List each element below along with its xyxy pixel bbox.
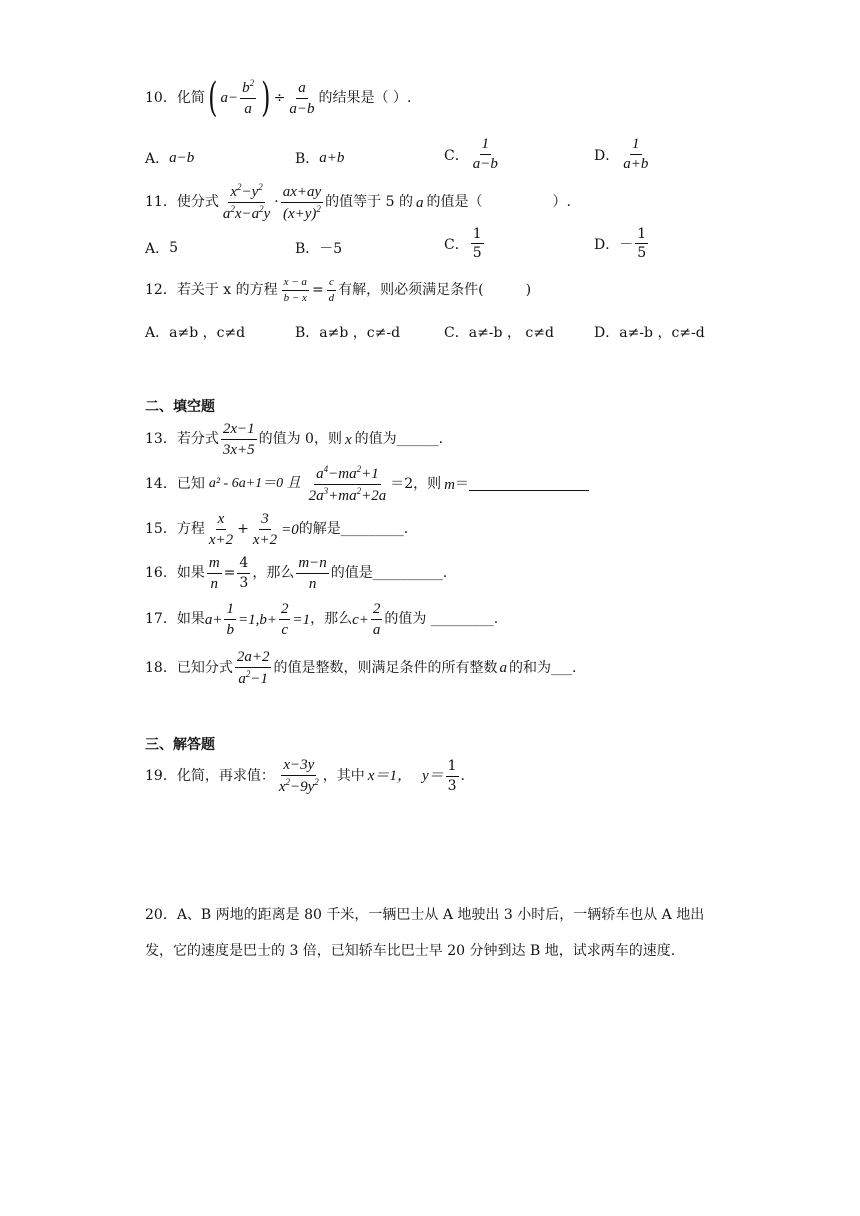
option-b: B． a≠b ，c≠-d: [295, 325, 401, 341]
section-heading: 二、填空题: [145, 399, 215, 415]
option-a: A． a−b: [145, 149, 195, 167]
question-text: 化简: [176, 89, 205, 106]
option-c: C． a≠-b ， c≠d: [444, 325, 554, 341]
question-18: 18． 已知分式 $\frac{2a+2}{a^2-1}$ 的值是整数，则满足条件的所有整数 a 的和为___.: [145, 649, 577, 687]
section-heading: 三、解答题: [145, 737, 215, 753]
question-number: 10．: [145, 89, 177, 106]
option-a: A． 5: [145, 240, 179, 257]
option-b: B． a+b: [295, 149, 345, 167]
question-16: 16． 如果 $\frac{m}{n}$ = $\frac{4}{3}$ ，那么 $\frac{m-n}{n}$ 的值是__________.: [145, 555, 448, 592]
question-14: 14． 已知 a² - 6a+1＝0 且 $\frac{a^4-ma^2+1}{2a^3+ma^2+2a}$ ＝2，则 m ＝: [145, 464, 589, 505]
question-10: [145, 75, 412, 121]
question-20-line-2: 发，它的速度是巴士的 3 倍，已知轿车比巴士早 20 分钟到达 B 地，试求两车的速度.: [145, 943, 676, 959]
option-c: C． $\frac{1}{a-b}$: [444, 136, 498, 172]
question-20-line-1: 20．A、B 两地的距离是 80 千米，一辆巴士从 A 地驶出 3 小时后，一辆轿车也从 A 地出: [145, 907, 705, 923]
option-b: B． －5: [295, 241, 343, 257]
question-19: 19． 化简，再求值： $\frac{x-3y}{x^2-9y^2}$ ，其中 x＝1， y＝ $\frac{1}{3}$ .: [145, 757, 465, 795]
option-d: D． $\frac{1}{a+b}$: [594, 136, 649, 172]
option-d: D． － $\frac{1}{5}$: [594, 226, 647, 261]
question-13: 13． 若分式 $\frac{2x-1}{3x+5}$ 的值为 0，则 x 的值为______.: [145, 421, 444, 458]
option-a: A． a≠b ，c≠d: [145, 325, 246, 341]
question-text: 的结果是（ ）.: [318, 89, 412, 106]
question-11: 11． 使分式 $\frac{x^2-y^2}{a^2x-a^2y}$ · $\frac{ax+ay}{(x+y)^2}$ 的值等于 5 的 a 的值是（ ）.: [145, 182, 571, 222]
expression: ( a− $\frac{b^2}{a}$ ) ÷ $\frac{a}{a-b}$: [207, 75, 315, 121]
question-12: 12． 若关于 x 的方程 $\frac{x - a}{b - x}$ = $\frac{c}{d}$ 有解，则必须满足条件( ): [145, 276, 532, 305]
question-17: 17． 如果 a+ $\frac{1}{b}$ =1,b+ $\frac{2}{c}$ =1 ，那么 c+ $\frac{2}{a}$ 的值为 _________.: [145, 601, 499, 638]
question-15: 15． 方程 $\frac{x}{x+2}$ + $\frac{3}{x+2}$ =0 的解是_________.: [145, 511, 409, 548]
option-d: D． a≠-b ，c≠-d: [594, 325, 705, 341]
option-c: C． $\frac{1}{5}$: [444, 226, 482, 261]
answer-blank[interactable]: [469, 478, 589, 491]
